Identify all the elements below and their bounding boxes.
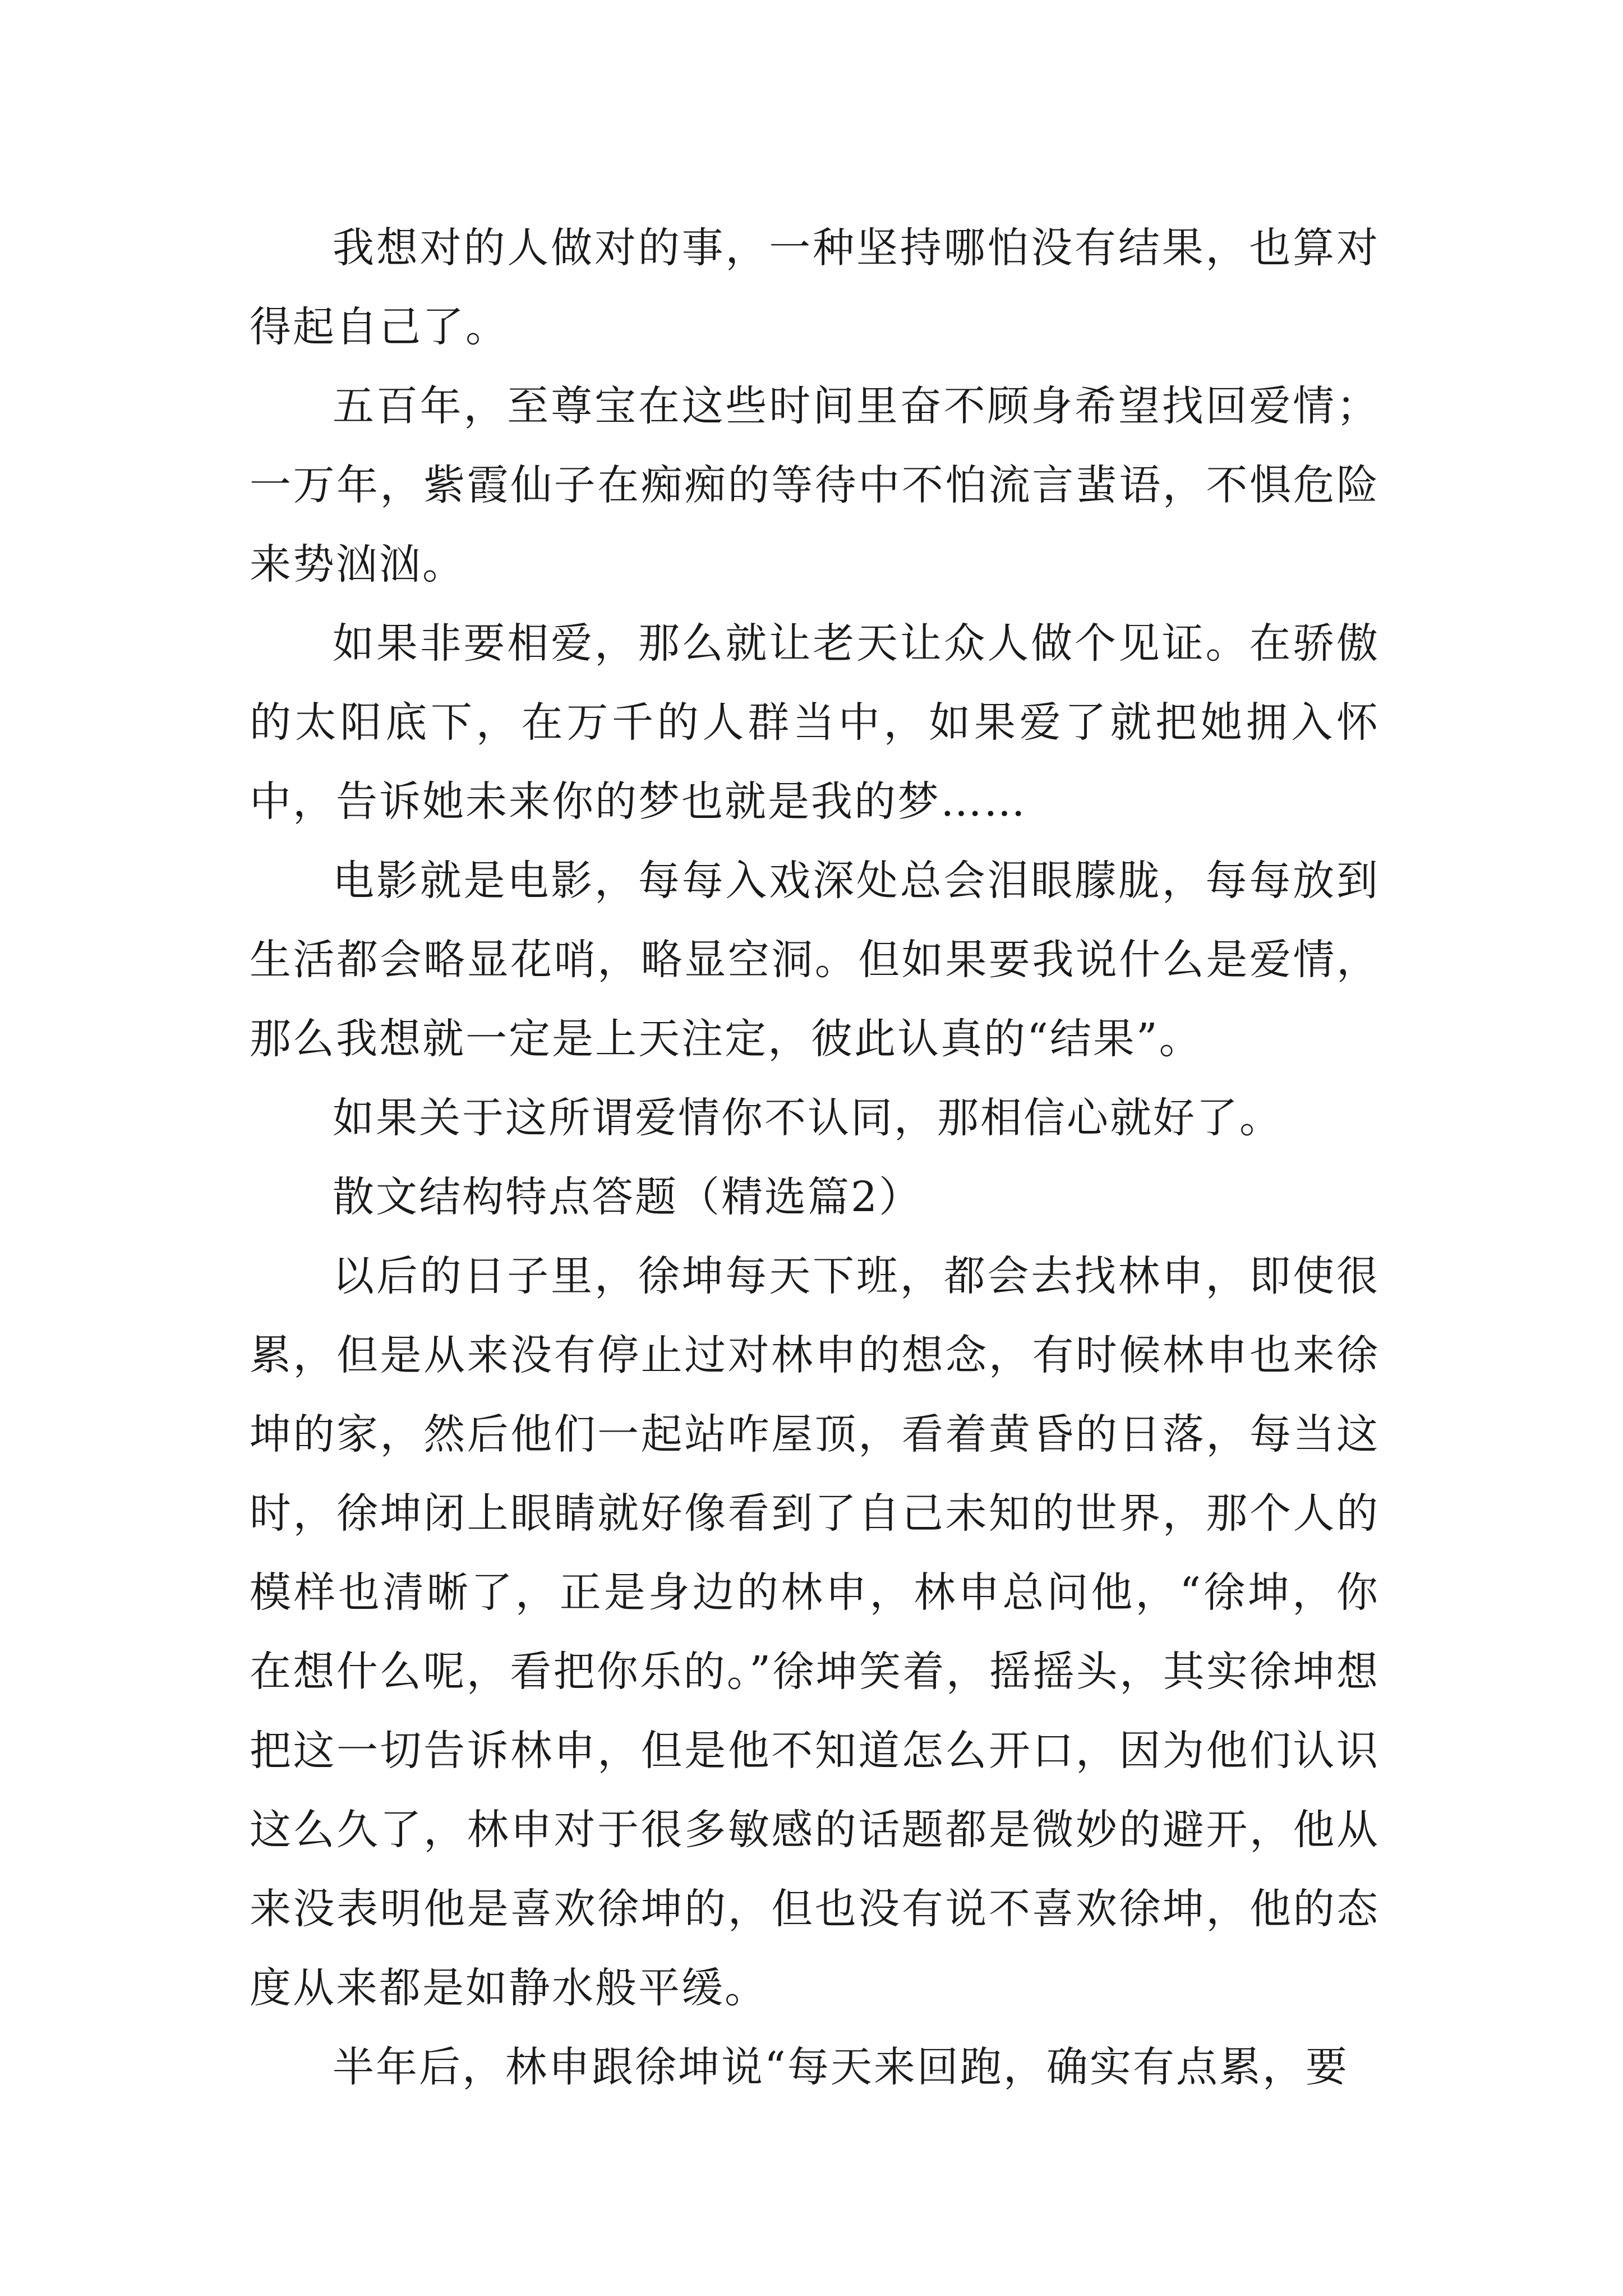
article-body (250, 209, 1380, 2107)
paragraph-2: 五百年，至尊宝在这些时间里奋不顾身希望找回爱情；一万年，紫霞仙子在痴痴的等待中不怕流言蜚语，不惧危险来势汹汹。 (250, 382, 1380, 588)
paragraph-5: 如果关于这所谓爱情你不认同，那相信心就好了。 (333, 1094, 1283, 1142)
paragraph-7: 半年后，林申跟徐坤说“每天来回跑，确实有点累，要 (333, 2043, 1349, 2091)
paragraph-6: 以后的日子里，徐坤每天下班，都会去找林申，即使很累，但是从来没有停止过对林申的想念，有时候林申也来徐坤的家，然后他们一起站咋屋顶，看着黄昏的日落，每当这时，徐坤闭上眼睛就好像看到了自己未知的世界，那个人的模样也清晰了，正是身边的林申，林申总问他，“徐坤，你在想什么呢，看把你乐的。”徐坤笑着，摇摇头，其实徐坤想把这一切告诉林申，但是他不知道怎么开口，因为他们认识这么久了，林申对于很多敏感的话题都是微妙的避开，他从来没表明他是喜欢徐坤的，但也没有说不喜欢徐坤，他的态度从来都是如静水般平缓。 (250, 1252, 1380, 2012)
paragraph-4: 电影就是电影，每每入戏深处总会泪眼朦胧，每每放到生活都会略显花哨，略显空洞。但如果要我说什么是爱情，那么我想就一定是上天注定，彼此认真的“结果”。 (250, 857, 1380, 1063)
section-heading: 散文结构特点答题（精选篇2） (333, 1173, 923, 1221)
paragraph-3: 如果非要相爱，那么就让老天让众人做个见证。在骄傲的太阳底下，在万千的人群当中，如果爱了就把她拥入怀中，告诉她未来你的梦也就是我的梦…… (250, 619, 1380, 826)
paragraph-1: 我想对的人做对的事，一种坚持哪怕没有结果，也算对得起自己了。 (250, 224, 1380, 351)
